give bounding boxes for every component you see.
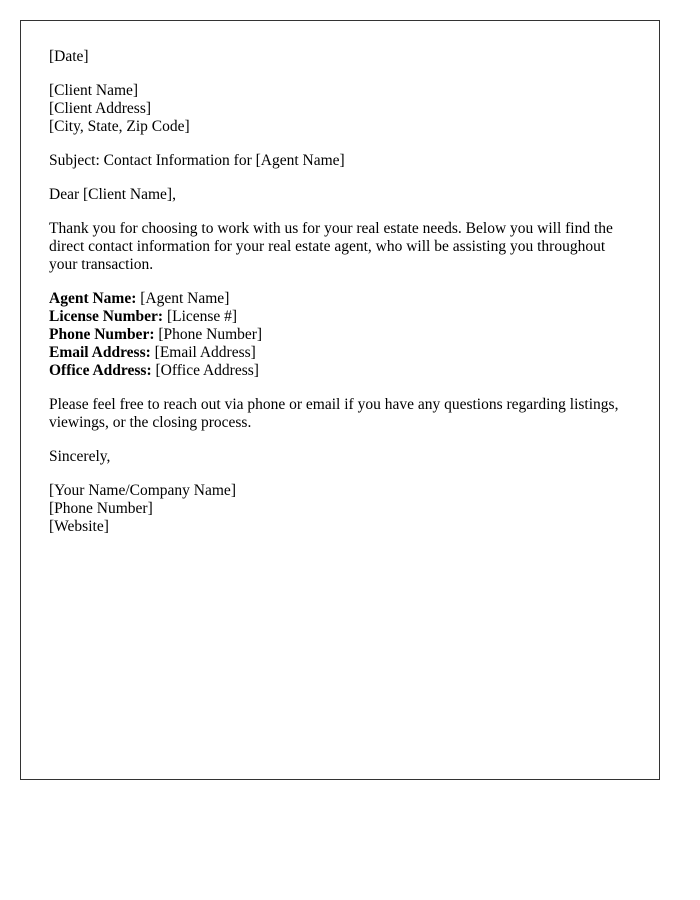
letter-intro: Thank you for choosing to work with us for your real estate needs. Below you will find the direct contact information for your real estate agent, who will be assisting you throughout your transaction. bbox=[49, 220, 613, 273]
detail-phone-number bbox=[49, 326, 631, 344]
recipient-city: [City, State, Zip Code] bbox=[49, 118, 190, 135]
detail-label: License Number: bbox=[49, 308, 164, 325]
detail-value: [Office Address] bbox=[151, 362, 259, 379]
detail-value: [Email Address] bbox=[150, 344, 256, 361]
recipient-address: [Client Address] bbox=[49, 100, 152, 117]
detail-value: [Phone Number] bbox=[154, 326, 263, 343]
detail-agent-name bbox=[49, 290, 631, 308]
detail-value: [Agent Name] bbox=[136, 290, 230, 307]
recipient-block bbox=[49, 82, 631, 136]
detail-label: Phone Number: bbox=[49, 326, 155, 343]
signature-website: [Website] bbox=[49, 518, 109, 535]
signature-phone: [Phone Number] bbox=[49, 500, 153, 517]
detail-label: Agent Name: bbox=[49, 290, 137, 307]
agent-details bbox=[49, 290, 631, 380]
letter-salutation: Dear [Client Name], bbox=[49, 186, 176, 203]
closing-note: Please feel free to reach out via phone or email if you have any questions regarding listings, viewings, or the closing process. bbox=[49, 396, 619, 431]
detail-label: Office Address: bbox=[49, 362, 152, 379]
detail-value: [License #] bbox=[163, 308, 238, 325]
letter-signoff: Sincerely, bbox=[49, 448, 111, 465]
detail-office-address bbox=[49, 362, 631, 380]
letter-page bbox=[20, 20, 660, 780]
letter-date: [Date] bbox=[49, 48, 89, 65]
signature-name: [Your Name/Company Name] bbox=[49, 482, 236, 499]
detail-email-address bbox=[49, 344, 631, 362]
signature-block bbox=[49, 482, 631, 536]
recipient-name: [Client Name] bbox=[49, 82, 139, 99]
detail-label: Email Address: bbox=[49, 344, 151, 361]
detail-license-number bbox=[49, 308, 631, 326]
letter-subject: Subject: Contact Information for [Agent Name] bbox=[49, 152, 345, 169]
